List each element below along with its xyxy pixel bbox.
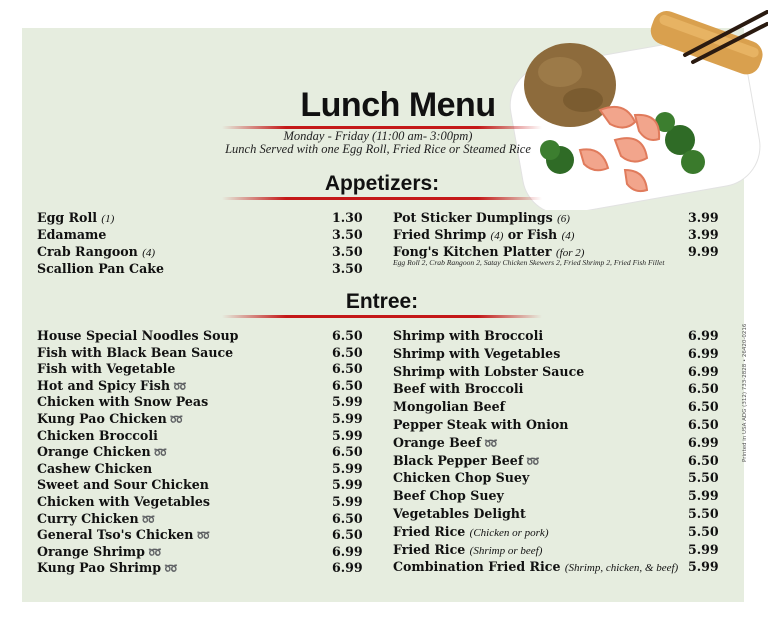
item-note: (Shrimp or beef) xyxy=(469,544,543,557)
item-price: 5.99 xyxy=(688,541,719,557)
list-item xyxy=(37,227,362,244)
item-price: 5.99 xyxy=(332,493,363,509)
list-item xyxy=(37,210,362,227)
item-note: (4) xyxy=(490,230,504,242)
list-item xyxy=(393,381,718,399)
item-name: Curry Chicken xyxy=(37,510,139,526)
list-item xyxy=(37,477,362,494)
item-price: 6.50 xyxy=(332,444,363,460)
item-name: Fried Shrimp xyxy=(393,227,487,242)
item-name: Orange Beef xyxy=(393,434,482,450)
item-name: Black Pepper Beef xyxy=(393,452,524,468)
list-item xyxy=(37,560,362,577)
item-name: Chicken with Snow Peas xyxy=(37,394,209,410)
list-item xyxy=(393,399,718,417)
item-name: Sweet and Sour Chicken xyxy=(37,477,209,493)
item-price: 6.50 xyxy=(332,344,363,360)
item-price: 6.50 xyxy=(332,328,363,343)
item-price: 3.50 xyxy=(332,261,363,276)
list-item xyxy=(393,453,718,471)
list-item xyxy=(37,378,362,395)
item-name: Edamame xyxy=(37,227,107,242)
item-price: 6.50 xyxy=(332,527,363,543)
list-item xyxy=(37,394,362,411)
item-price: 5.99 xyxy=(688,488,719,504)
item-price: 6.50 xyxy=(332,510,363,526)
item-note: (4) xyxy=(142,247,156,259)
item-name: Shrimp with Vegetables xyxy=(393,345,561,361)
page-title: Lunch Menu xyxy=(300,86,496,124)
item-price: 6.50 xyxy=(688,416,719,432)
list-item xyxy=(37,511,362,528)
item-price: 1.30 xyxy=(332,210,363,225)
item-price: 3.50 xyxy=(332,227,363,242)
chili-pepper-icon: ➿ xyxy=(173,379,187,393)
item-name: Combination Fried Rice xyxy=(393,559,561,575)
item-name: Cashew Chicken xyxy=(37,460,153,476)
appetizers-left-list xyxy=(37,210,362,278)
item-price: 3.50 xyxy=(332,244,363,259)
item-name: Fish with Black Bean Sauce xyxy=(37,344,234,360)
item-name: Kung Pao Chicken xyxy=(37,410,167,426)
chili-pepper-icon: ➿ xyxy=(169,412,184,426)
list-item xyxy=(393,227,718,244)
served-with-text: Lunch Served with one Egg Roll, Fried Rice or Steamed Rice xyxy=(225,142,531,156)
item-price: 5.99 xyxy=(332,394,363,410)
item-name: Hot and Spicy Fish xyxy=(37,377,171,393)
appetizers-heading: Appetizers: xyxy=(324,172,440,195)
item-name: Beef with Broccoli xyxy=(393,381,524,397)
item-name: Chicken Chop Suey xyxy=(393,470,530,486)
item-price: 5.99 xyxy=(688,559,719,575)
list-item xyxy=(37,494,362,511)
item-price: 3.99 xyxy=(688,210,719,225)
chili-pepper-icon: ➿ xyxy=(164,562,178,576)
chili-pepper-icon: ➿ xyxy=(484,436,498,450)
entree-left-list xyxy=(37,328,362,577)
item-name: Pot Sticker Dumplings xyxy=(393,210,553,225)
list-item xyxy=(37,345,362,362)
list-item xyxy=(37,244,362,261)
item-price: 6.99 xyxy=(332,543,363,559)
list-item xyxy=(393,328,718,346)
list-item xyxy=(393,488,718,506)
item-note: (for 2) xyxy=(555,247,585,259)
item-price: 5.50 xyxy=(688,523,719,539)
item-name: Fried Rice xyxy=(393,541,466,557)
item-price: 6.50 xyxy=(688,452,719,468)
item-name: Shrimp with Lobster Sauce xyxy=(393,363,585,379)
platter-detail: Egg Roll 2, Crab Rangoon 2, Satay Chicken Skewers 2, Fried Shrimp 2, Fried Fish Fillet xyxy=(393,258,665,267)
list-item xyxy=(37,411,362,428)
item-price: 5.50 xyxy=(688,505,719,521)
item-price: 5.50 xyxy=(688,470,719,486)
list-item xyxy=(393,524,718,542)
list-item xyxy=(393,506,718,524)
list-item xyxy=(393,542,718,560)
item-name: Scallion Pan Cake xyxy=(37,261,164,276)
appetizers-right-list xyxy=(393,210,718,261)
item-note: (Shrimp, chicken, & beef) xyxy=(564,562,679,575)
item-price: 3.99 xyxy=(688,227,719,242)
item-name: Shrimp with Broccoli xyxy=(393,328,544,343)
list-item xyxy=(393,346,718,364)
hours-text: Monday - Friday (11:00 am- 3:00pm) xyxy=(283,129,473,143)
item-price: 6.50 xyxy=(332,361,363,377)
appetizers-divider xyxy=(222,197,542,200)
list-item xyxy=(37,428,362,445)
item-price: 5.99 xyxy=(332,427,363,443)
chili-pepper-icon: ➿ xyxy=(147,545,162,559)
item-note: (Chicken or pork) xyxy=(469,526,549,539)
food-photo xyxy=(505,10,768,210)
item-name: Fish with Vegetable xyxy=(37,361,176,377)
item-name: Chicken with Vegetables xyxy=(37,493,211,509)
list-item xyxy=(37,361,362,378)
item-price: 5.99 xyxy=(332,460,363,476)
item-name: Kung Pao Shrimp xyxy=(37,560,162,576)
item-price: 6.99 xyxy=(332,560,363,576)
item-name: Chicken Broccoli xyxy=(37,427,158,443)
item-name: Beef Chop Suey xyxy=(393,488,504,504)
list-item xyxy=(393,470,718,488)
entree-heading: Entree: xyxy=(345,290,419,313)
item-name: Pepper Steak with Onion xyxy=(393,416,569,432)
item-name: Orange Shrimp xyxy=(37,543,145,559)
chili-pepper-icon: ➿ xyxy=(196,529,211,543)
item-name: General Tso's Chicken xyxy=(37,527,194,543)
item-price: 6.99 xyxy=(688,328,719,343)
list-item xyxy=(37,261,362,278)
item-name: Mongolian Beef xyxy=(393,399,506,415)
chili-pepper-icon: ➿ xyxy=(141,512,156,526)
list-item xyxy=(393,417,718,435)
entree-right-list xyxy=(393,328,718,577)
item-name-alt: or Fish xyxy=(507,227,558,242)
list-item xyxy=(37,527,362,544)
item-name: Vegetables Delight xyxy=(393,505,526,521)
item-name: Fried Rice xyxy=(393,523,466,539)
list-item xyxy=(37,461,362,478)
list-item xyxy=(37,444,362,461)
item-price: 5.99 xyxy=(332,477,363,493)
list-item xyxy=(393,210,718,227)
item-note: (6) xyxy=(557,213,570,225)
item-price: 6.50 xyxy=(332,377,363,393)
item-name: Fong's Kitchen Platter xyxy=(393,244,552,259)
list-item xyxy=(37,328,362,345)
item-name: Orange Chicken xyxy=(37,444,151,460)
item-price: 5.99 xyxy=(332,410,363,426)
printed-note: Printed in USA ADG (312) 733-2828 • 26420-0216 xyxy=(742,323,748,462)
item-note-alt: (4) xyxy=(561,230,575,242)
item-note: (1) xyxy=(101,213,115,225)
entree-divider xyxy=(222,315,542,318)
list-item xyxy=(393,364,718,382)
item-price: 6.99 xyxy=(688,345,719,361)
item-price: 6.50 xyxy=(688,381,719,397)
item-price: 9.99 xyxy=(688,244,719,259)
chili-pepper-icon: ➿ xyxy=(153,446,168,460)
item-name: Crab Rangoon xyxy=(37,244,138,259)
item-price: 6.99 xyxy=(688,363,719,379)
item-name: Egg Roll xyxy=(37,210,98,225)
chili-pepper-icon: ➿ xyxy=(526,454,540,468)
list-item xyxy=(37,544,362,561)
item-name: House Special Noodles Soup xyxy=(37,328,239,343)
item-price: 6.99 xyxy=(688,434,719,450)
item-price: 6.50 xyxy=(688,399,719,415)
list-item xyxy=(393,559,718,577)
list-item xyxy=(393,435,718,453)
